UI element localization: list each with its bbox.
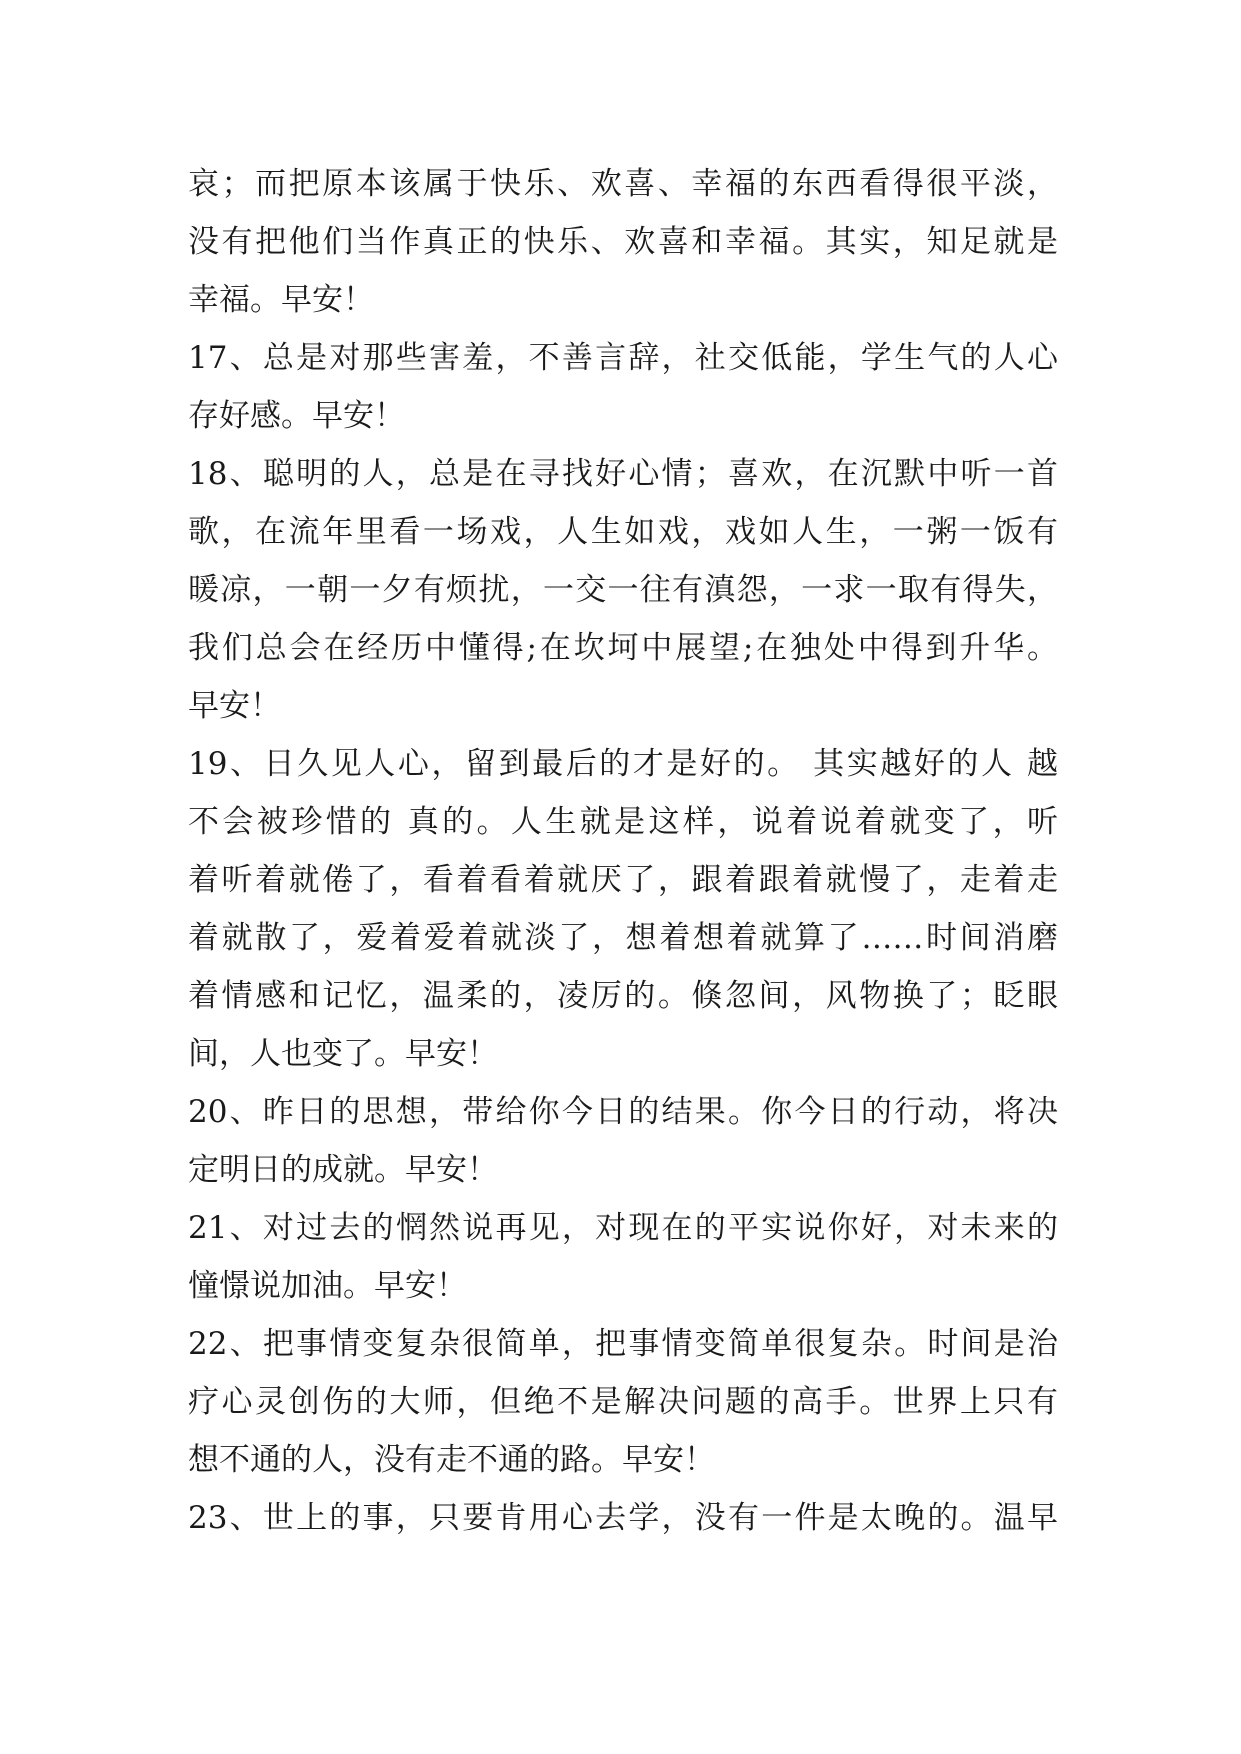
text-line: 20、昨日的思想，带给你今日的结果。你今日的行动，将决 bbox=[188, 1094, 1058, 1130]
text-line: 歌，在流年里看一场戏，人生如戏，戏如人生，一粥一饭有 bbox=[188, 514, 1058, 550]
text-line: 暖凉，一朝一夕有烦扰，一交一往有滇怨，一求一取有得失， bbox=[188, 572, 1058, 608]
text-line: 21、对过去的惘然说再见，对现在的平实说你好，对未来的 bbox=[188, 1210, 1058, 1246]
text-line: 想不通的人，没有走不通的路。早安！ bbox=[188, 1442, 715, 1478]
text-line: 不会被珍惜的 真的。人生就是这样，说着说着就变了，听 bbox=[188, 804, 1058, 840]
text-line: 19、日久见人心，留到最后的才是好的。 其实越好的人 越 bbox=[188, 746, 1058, 782]
text-line: 22、把事情变复杂很简单，把事情变简单很复杂。时间是治 bbox=[188, 1326, 1058, 1362]
text-line: 着情感和记忆，温柔的，凌厉的。倏忽间，风物换了；眨眼 bbox=[188, 978, 1058, 1014]
text-line: 早安！ bbox=[188, 688, 281, 724]
text-line: 没有把他们当作真正的快乐、欢喜和幸福。其实，知足就是 bbox=[188, 224, 1058, 260]
text-line: 定明日的成就。早安！ bbox=[188, 1152, 498, 1188]
text-line: 17、总是对那些害羞，不善言辞，社交低能，学生气的人心 bbox=[188, 340, 1058, 376]
text-line: 哀；而把原本该属于快乐、欢喜、幸福的东西看得很平淡， bbox=[188, 166, 1058, 202]
text-line: 18、聪明的人，总是在寻找好心情；喜欢，在沉默中听一首 bbox=[188, 456, 1058, 492]
text-line: 幸福。早安！ bbox=[188, 282, 374, 318]
text-line: 着听着就倦了，看着看着就厌了，跟着跟着就慢了，走着走 bbox=[188, 862, 1058, 898]
text-line: 存好感。早安！ bbox=[188, 398, 405, 434]
document-body bbox=[188, 155, 1058, 1547]
text-line: 疗心灵创伤的大师，但绝不是解决问题的高手。世界上只有 bbox=[188, 1384, 1058, 1420]
text-line: 间，人也变了。早安！ bbox=[188, 1036, 498, 1072]
text-line: 憧憬说加油。早安！ bbox=[188, 1268, 467, 1304]
text-line: 23、世上的事，只要肯用心去学，没有一件是太晚的。温早 bbox=[188, 1500, 1058, 1536]
text-line: 着就散了，爱着爱着就淡了，想着想着就算了……时间消磨 bbox=[188, 920, 1058, 956]
text-line: 我们总会在经历中懂得;在坎坷中展望;在独处中得到升华。 bbox=[188, 630, 1058, 666]
